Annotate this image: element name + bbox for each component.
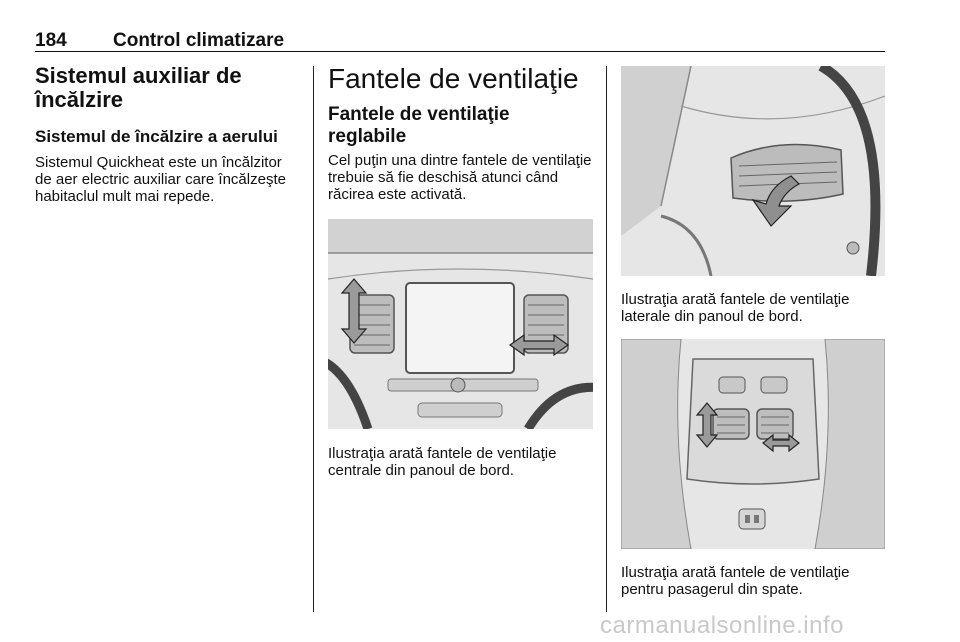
column-1 <box>35 64 295 205</box>
page-header <box>35 24 885 52</box>
chapter-title: Control climatizare <box>113 30 285 51</box>
figure-rear-vents <box>621 339 885 549</box>
column-divider-2 <box>606 66 607 612</box>
column-2 <box>328 64 593 479</box>
subheading-air-heating: Sistemul de încălzire a aerului <box>35 127 278 146</box>
caption-rear-vents: Ilustraţia arată fantele de ventilaţie pentru pasagerul din spate. <box>621 564 850 598</box>
figure-side-vents <box>621 66 885 276</box>
caption-center-vents: Ilustraţia arată fantele de ventilaţie centrale din panoul de bord. <box>328 445 557 479</box>
subheading-adjustable-vents: Fantele de ventilaţie reglabile <box>328 104 510 147</box>
section-heading-auxiliary-heating: Sistemul auxiliar de încălzire <box>35 63 242 112</box>
paragraph-quickheat: Sistemul Quickheat este un încălzitor de aer electric auxiliar care încălzeşte habitaclul mult mai repede. <box>35 154 286 205</box>
section-heading-vents: Fantele de ventilaţie <box>328 63 579 94</box>
figure-center-vents <box>328 219 593 429</box>
column-3 <box>621 66 885 598</box>
caption-side-vents: Ilustraţia arată fantele de ventilaţie laterale din panoul de bord. <box>621 291 850 325</box>
header-rule <box>35 51 885 52</box>
watermark: carmanualsonline.info <box>600 612 844 639</box>
paragraph-vents-open: Cel puţin una dintre fantele de ventilaţie trebuie să fie deschisă atunci când răcirea este activată. <box>328 152 592 203</box>
column-divider-1 <box>313 66 314 612</box>
page-number: 184 <box>35 30 67 51</box>
